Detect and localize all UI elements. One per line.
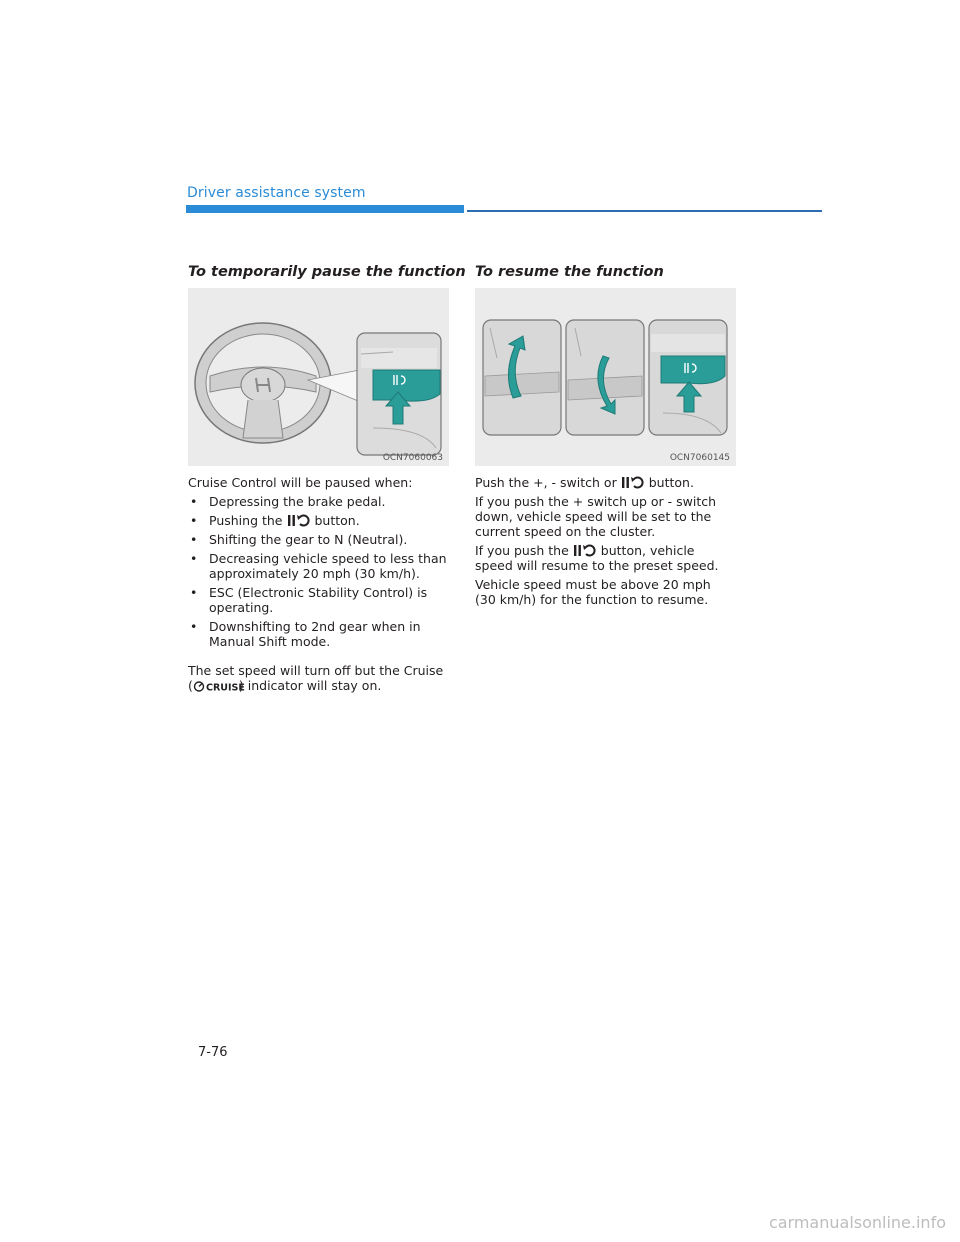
resume-body [475,475,735,607]
pause-body [188,475,448,693]
list-item: • Shifting the gear to N (Neutral). [190,532,408,547]
section-heading-pause: To temporarily pause the function [188,264,466,280]
list-item: • Downshifting to 2nd gear when in Manual Shift mode. [190,619,421,649]
resume-p4: Vehicle speed must be above 20 mph (30 km/h) for the function to resume. [475,577,711,607]
list-item: • Decreasing vehicle speed to less than approximately 20 mph (30 km/h). [190,551,447,581]
pause-resume-icon [620,476,646,489]
list-item: • ESC (Electronic Stability Control) is operating. [190,585,428,615]
steering-wheel-figure [188,288,449,466]
section-heading-resume: To resume the function [475,264,664,280]
steering-wheel-illustration [188,288,449,466]
right-column [475,264,735,611]
resume-p1: Push the +, - switch or button. [475,475,694,490]
watermark: carmanualsonline.info [768,1213,946,1232]
header-rule [467,210,822,212]
list-item: • Depressing the brake pedal. [190,494,386,509]
figure-code: OCN7060063 [382,453,443,463]
pause-resume-icon [572,544,598,557]
header-section-title: Driver assistance system [187,185,366,201]
figure-code: OCN7060145 [669,453,730,463]
switch-panels-figure [475,288,736,466]
pause-conditions-list [188,494,448,649]
cruise-label: CRUISE [205,682,245,694]
resume-p2: If you push the + switch up or - switch down, vehicle speed will be set to the current speed on the cluster. [475,494,717,539]
header-bar [186,205,464,213]
switch-panels-illustration [475,288,736,466]
pause-intro: Cruise Control will be paused when: [188,475,413,490]
left-column [188,264,466,697]
resume-p3: If you push the button, vehicle speed will resume to the preset speed. [475,543,719,573]
pause-closing: The set speed will turn off but the Cruise ( CRUISE ) indicator will stay on. [188,663,444,694]
page-number: 7-76 [198,1045,228,1060]
cruise-indicator-icon [193,680,245,694]
list-item: • Pushing the button. [190,513,360,528]
pause-resume-icon [286,514,312,527]
